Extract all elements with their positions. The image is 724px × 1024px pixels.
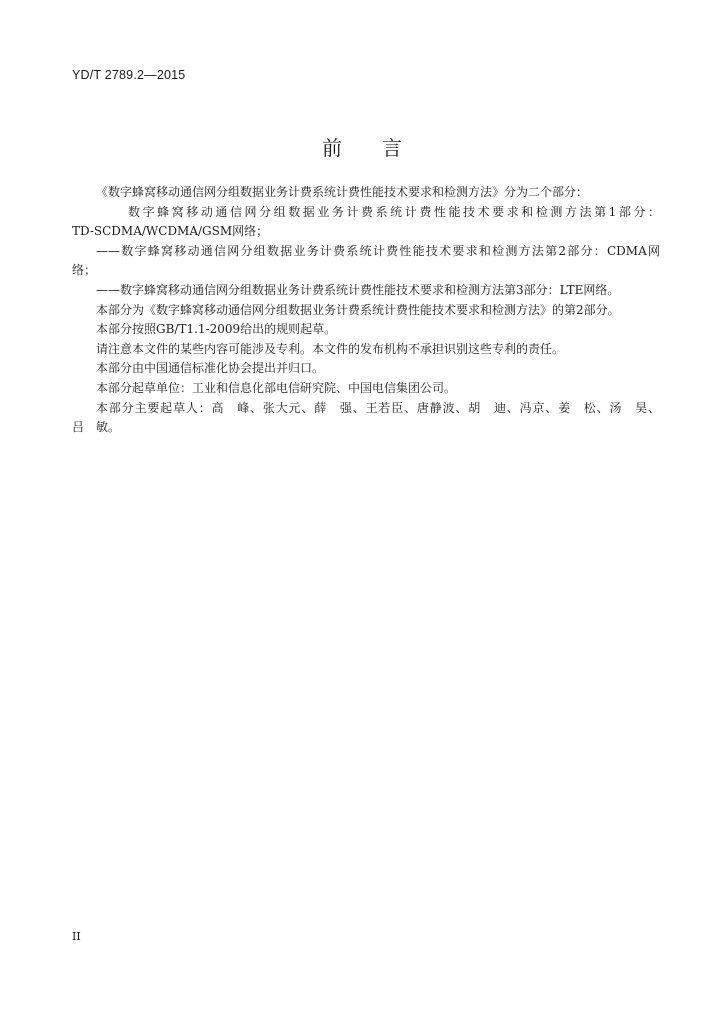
paragraph-drafting-units: 本部分起草单位：工业和信息化部电信研究院、中国电信集团公司。 [96,380,457,395]
document-code: YD/T 2789.2—2015 [72,68,186,82]
paragraph-drafters-line2: 吕 敏。 [72,420,121,435]
paragraph-proposer: 本部分由中国通信标准化协会提出并归口。 [96,361,325,376]
list-item-part2-line2: 络； [72,263,97,278]
title-char-1: 前 [322,136,342,160]
foreword-body [72,183,660,438]
paragraph-drafters-line1: 本部分主要起草人：高 峰、张大元、薛 强、王若臣、唐静波、胡 迪、冯京、姜 松、汤 昊、 [96,400,660,415]
paragraph-part-statement: 本部分为《数字蜂窝移动通信网分组数据业务计费系统计费性能技术要求和检测方法》的第2部分。 [96,302,620,317]
section-title [0,132,724,161]
title-char-2: 言 [382,136,402,160]
list-item-part1-line1: 数字蜂窝移动通信网分组数据业务计费系统计费性能技术要求和检测方法第1部分： [128,204,660,219]
list-item-part2-line1: ——数字蜂窝移动通信网分组数据业务计费系统计费性能技术要求和检测方法第2部分：CDMA网 [96,243,660,258]
paragraph-intro: 《数字蜂窝移动通信网分组数据业务计费系统计费性能技术要求和检测方法》分为二个部分： [96,185,589,199]
list-item-part1-line2: TD-SCDMA/WCDMA/GSM网络； [72,224,269,239]
paragraph-patent-notice: 请注意本文件的某些内容可能涉及专利。本文件的发布机构不承担识别这些专利的责任。 [96,341,565,356]
paragraph-drafting-rules: 本部分按照GB/T1.1-2009给出的规则起草。 [96,322,337,337]
page-number: II [72,930,81,943]
list-item-part3: ——数字蜂窝移动通信网分组数据业务计费系统计费性能技术要求和检测方法第3部分：LTE网络。 [96,282,620,297]
